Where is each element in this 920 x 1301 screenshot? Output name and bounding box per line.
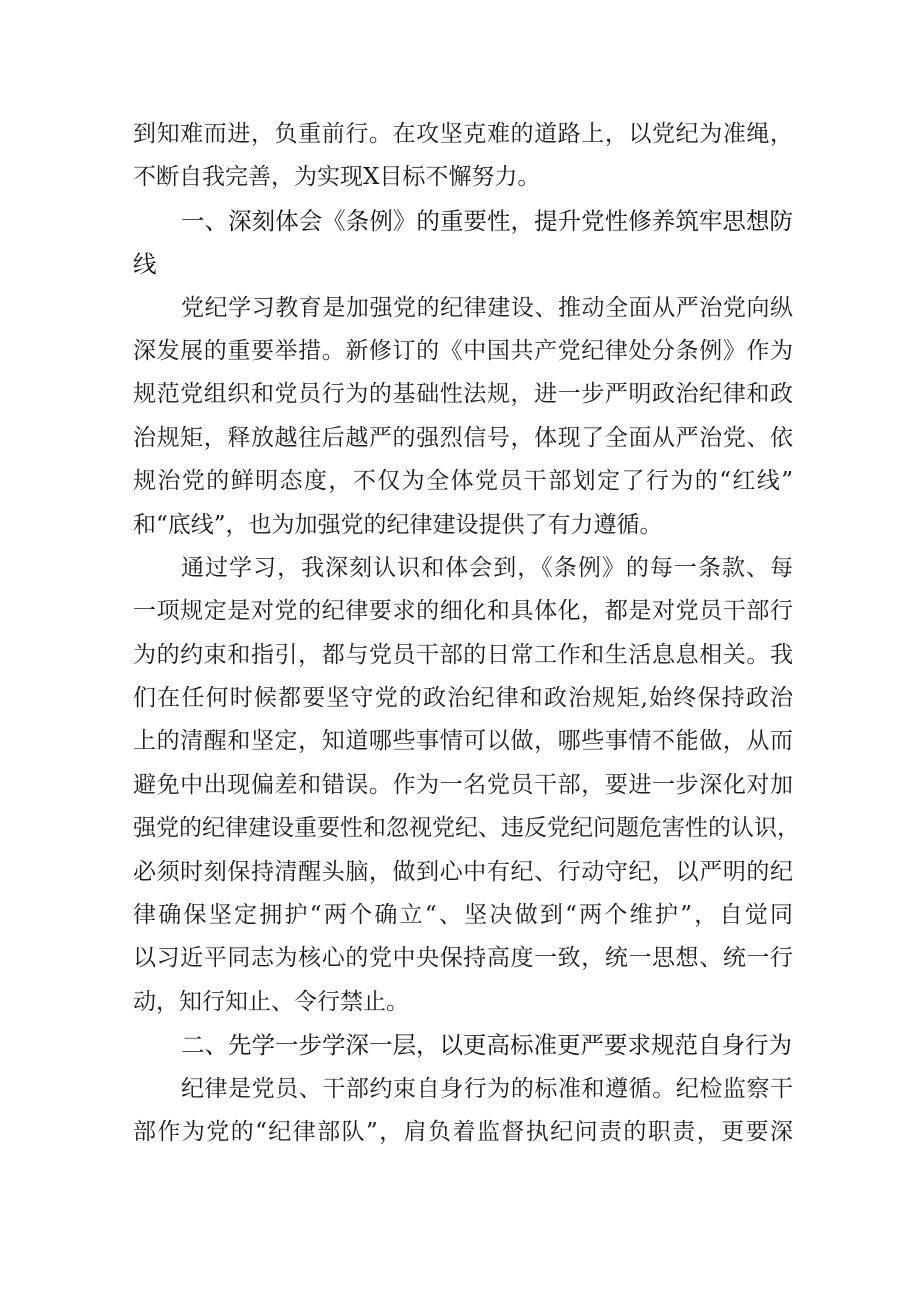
document-body bbox=[133, 113, 800, 1154]
heading-line: 线 bbox=[133, 250, 157, 279]
heading-line: 二、先学一步学深一层，以更高标准更严要求规范自身行为 bbox=[181, 1031, 792, 1060]
text-line: 动，知行知止、令行禁止。 bbox=[133, 988, 409, 1015]
text-line: 到知难而进，负重前行。在攻坚克难的道路上，以党纪为准绳， bbox=[133, 121, 793, 147]
intro-paragraph bbox=[133, 113, 793, 200]
section-2-paragraph-1 bbox=[133, 1068, 793, 1155]
section-1-heading bbox=[133, 200, 793, 287]
text-line: 和“底线”，也为加强党的纪律建设提供了有力遵循。 bbox=[133, 511, 663, 538]
text-line: 以习近平同志为核心的党中央保持高度一致，统一思想、统一行 bbox=[133, 945, 793, 972]
text-line: 必须时刻保持清醒头脑，做到心中有纪、行动守纪，以严明的纪 bbox=[133, 858, 793, 885]
section-1-paragraph-1 bbox=[133, 287, 793, 547]
text-line: 通过学习，我深刻认识和体会到，《条例》的每一条款、每 bbox=[181, 554, 793, 581]
heading-line: 一、深刻体会《条例》的重要性，提升党性修养筑牢思想防 bbox=[181, 206, 793, 235]
text-line: 们在任何时候都要坚守党的政治纪律和政治规矩,始终保持政治 bbox=[133, 685, 793, 712]
text-line: 避免中出现偏差和错误。作为一名党员干部，要进一步深化对加 bbox=[133, 771, 793, 798]
text-line: 部作为党的“纪律部队”，肩负着监督执纪问责的职责，更要深 bbox=[133, 1118, 793, 1145]
text-line: 规治党的鲜明态度，不仅为全体党员干部划定了行为的“红线” bbox=[133, 468, 793, 495]
text-line: 不断自我完善，为实现X目标不懈努力。 bbox=[133, 164, 541, 191]
text-line: 党纪学习教育是加强党的纪律建设、推动全面从严治党向纵 bbox=[181, 294, 793, 321]
text-line: 规范党组织和党员行为的基础性法规，进一步严明政治纪律和政 bbox=[133, 381, 793, 408]
text-line: 深发展的重要举措。新修订的《中国共产党纪律处分条例》作为 bbox=[133, 337, 793, 364]
text-line: 强党的纪律建设重要性和忽视党纪、违反党纪问题危害性的认识， bbox=[133, 815, 800, 842]
text-line: 为的约束和指引，都与党员干部的日常工作和生活息息相关。我 bbox=[133, 641, 793, 668]
text-line: 上的清醒和坚定，知道哪些事情可以做，哪些事情不能做，从而 bbox=[133, 728, 793, 755]
section-2-heading bbox=[133, 1024, 793, 1067]
section-1-paragraph-2 bbox=[133, 547, 800, 1024]
text-line: 一项规定是对党的纪律要求的细化和具体化，都是对党员干部行 bbox=[133, 598, 793, 625]
text-line: 纪律是党员、干部约束自身行为的标准和遵循。纪检监察干 bbox=[181, 1075, 793, 1102]
text-line: 律确保坚定拥护“两个确立“、坚决做到“两个维护”，自觉同 bbox=[133, 902, 793, 929]
text-line: 治规矩，释放越往后越严的强烈信号，体现了全面从严治党、依 bbox=[133, 424, 793, 451]
